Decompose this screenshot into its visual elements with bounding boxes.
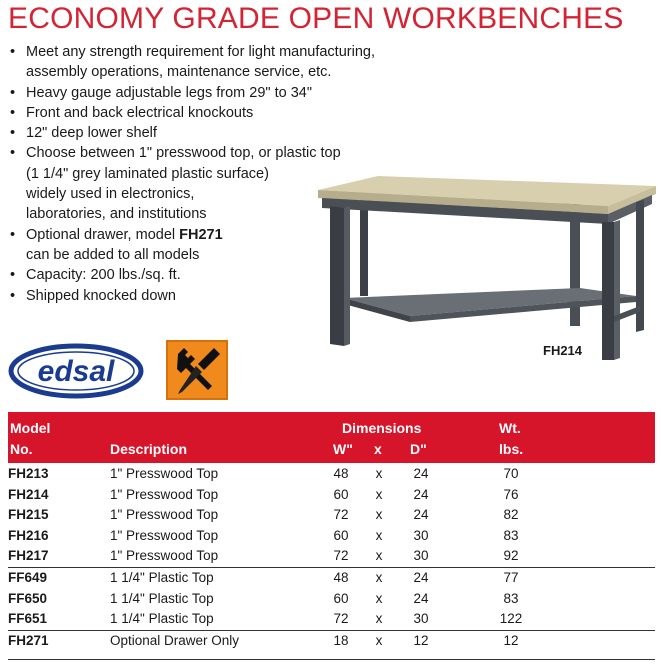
header-weight-unit: lbs.: [499, 441, 524, 457]
table-row: FF649 1 1/4" Plastic Top 48 x 24 77: [8, 569, 519, 585]
page-title: ECONOMY GRADE OPEN WORKBENCHES: [8, 2, 624, 35]
edsal-logo: [8, 343, 144, 399]
feature-item: • 12" deep lower shelf: [8, 123, 448, 143]
feature-item: • Choose between 1" presswood top, or plastic top (1 1/4" grey laminated plastic surface) widely used in electronics, laboratories, and institutions: [8, 143, 448, 224]
feature-item: • Meet any strength requirement for light manufacturing, assembly operations, maintenance service, etc.: [8, 42, 448, 83]
header-model: Model: [10, 420, 51, 436]
table-row: FF650 1 1/4" Plastic Top 60 x 24 83: [8, 590, 519, 606]
table-bottom-rule: [8, 659, 655, 660]
header-description: Description: [110, 441, 188, 457]
table-header: [8, 412, 655, 463]
table-row: FH215 1" Presswood Top 72 x 24 82: [8, 507, 519, 523]
header-dimensions: Dimensions: [342, 420, 422, 436]
product-table: [8, 464, 655, 651]
table-row: FH216 1" Presswood Top 60 x 30 83: [8, 527, 519, 543]
header-model-no: No.: [10, 441, 33, 457]
header-x: x: [374, 441, 382, 457]
product-label: FH214: [543, 343, 583, 358]
table-row: FF651 1 1/4" Plastic Top 72 x 30 122: [8, 611, 523, 627]
drawer-model: FH271: [179, 226, 223, 243]
feature-item: • Front and back electrical knockouts: [8, 103, 448, 123]
header-weight: Wt.: [499, 420, 521, 436]
feature-item: • Optional drawer, model FH271 can be added to all models: [8, 225, 448, 266]
feature-item: • Capacity: 200 lbs./sq. ft.: [8, 265, 448, 285]
workbench-image: [318, 176, 658, 362]
feature-item: • Shipped knocked down: [8, 286, 448, 306]
table-row: FH271 Optional Drawer Only 18 x 12 12: [8, 632, 519, 648]
table-row: FH213 1" Presswood Top 48 x 24 70: [8, 466, 519, 481]
header-width: W": [333, 441, 353, 457]
table-row: FH217 1" Presswood Top 72 x 30 92: [8, 548, 519, 564]
feature-item: • Heavy gauge adjustable legs from 29" to 34": [8, 83, 448, 103]
header-depth: D": [410, 441, 427, 457]
edsal-logo-text: edsal: [37, 355, 115, 388]
table-row: FH214 1" Presswood Top 60 x 24 76: [8, 486, 519, 502]
wrench-screwdriver-icon: [166, 340, 228, 400]
